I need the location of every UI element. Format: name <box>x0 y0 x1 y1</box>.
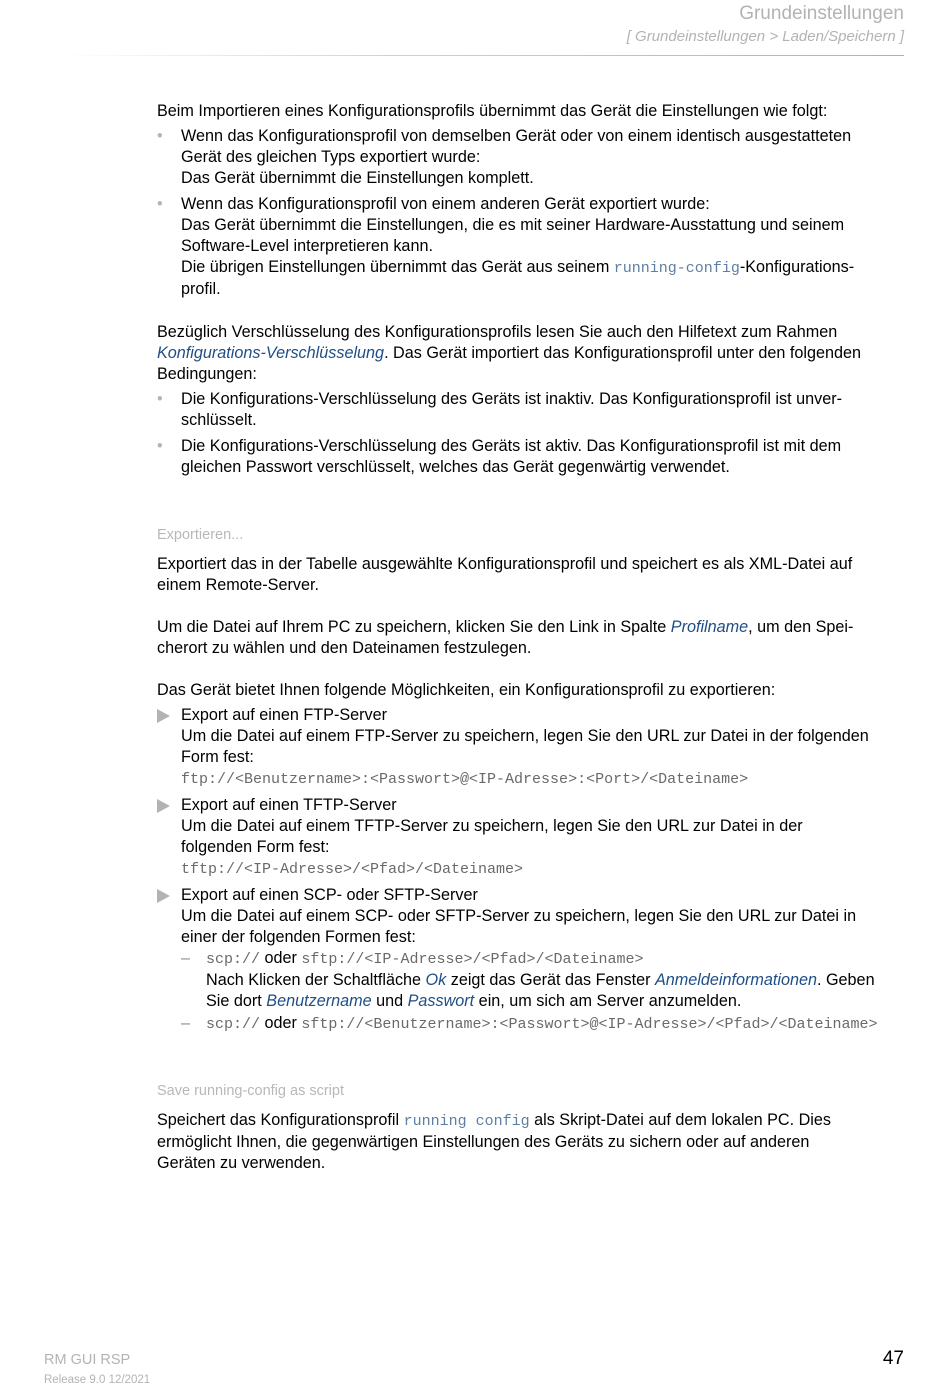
header-divider <box>60 55 904 56</box>
list-item: – scp:// oder sftp://<IP-Adresse>/<Pfad>/<Dateiname> Nach Klicken der Schaltfläche Ok zeigt das Gerät das Fenster Anmeldeinformationen. Geben Sie dort Benutzername und Passwort ein, um sich am Server anzumelden. <box>181 949 875 1010</box>
list-item: • Wenn das Konfigurationsprofil von demselben Gerät oder von einem identisch ausgestatteten Gerät des gleichen Typs exportiert wurde: Das Gerät übernimmt die Einstellungen komplett. <box>157 126 902 189</box>
export-options-intro: Das Gerät bietet Ihnen folgende Möglichkeiten, ein Konfigurationsprofil zu exportieren: <box>157 681 776 699</box>
import-intro: Beim Importieren eines Konfigurationsprofils übernimmt das Gerät die Einstellungen wie folgt: <box>157 102 828 120</box>
reference-link[interactable]: Profilname <box>670 618 749 636</box>
section-heading-export: Exportieren... <box>157 527 244 543</box>
export-pc-paragraph: Um die Datei auf Ihrem PC zu speichern, klicken Sie den Link in Spalte Profilname, um den Spei- cherort zu wählen und den Dateinamen festzulegen. <box>157 618 854 657</box>
save-script-paragraph: Speichert das Konfigurationsprofil running config als Skript-Datei auf dem lokalen PC. Dies ermöglicht Ihnen, die gegenwärtigen Einstellungen des Geräts zu sichern oder auf anderen Geräten zu verwenden. <box>157 1111 831 1172</box>
arrow-right-icon <box>157 889 170 903</box>
list-item: • Wenn das Konfigurationsprofil von einem anderen Gerät exportiert wurde: Das Gerät übernimmt die Einstellungen, die es mit seiner Hardware-Ausstattung und seinem Software-Level interpretieren kann. Die übrigen Einstellungen übernimmt das Gerät aus seinem running-config-Konfigurations- profil. <box>157 194 902 300</box>
url-format: tftp://<IP-Adresse>/<Pfad>/<Dateiname> <box>181 861 524 878</box>
list-item: • Die Konfigurations-Verschlüsselung des Geräts ist aktiv. Das Konfigurationsprofil ist mit dem gleichen Passwort verschlüsselt, welches das Gerät gegenwärtig verwendet. <box>157 436 902 478</box>
list-item: Export auf einen TFTP-Server Um die Datei auf einem TFTP-Server zu speichern, legen Sie den URL zur Datei in der folgenden Form fest: tftp://<IP-Adresse>/<Pfad>/<Dateiname> <box>157 795 902 880</box>
url-format: ftp://<Benutzername>:<Passwort>@<IP-Adresse>:<Port>/<Dateiname> <box>181 771 749 788</box>
section-heading-save-script: Save running-config as script <box>157 1083 344 1099</box>
header-breadcrumb: [ Grundeinstellungen > Laden/Speichern ] <box>626 28 904 45</box>
footer-doc-title: RM GUI RSP <box>44 1352 131 1368</box>
list-item: Export auf einen SCP- oder SFTP-Server Um die Datei auf einem SCP- oder SFTP-Server zu speichern, legen Sie den URL zur Datei in einer der folgenden Formen fest: – scp:// oder sftp://<IP-Adresse>/<Pfad>/<Dateiname> Nach Klicken der Schaltfläche Ok zeigt das Gerät das Fenster Anmeldeinformationen. Geben Sie dort Benutzername und Passwort ein, um sich am Server anzumelden. – scp:// oder sftp://<Benutzername>:<Passwort>@<IP-Adresse>/<Pfad>/<Dateiname> <box>157 885 902 1035</box>
inline-code: running-config <box>613 260 740 277</box>
field-ref: Passwort <box>407 992 475 1010</box>
footer-release: Release 9.0 12/2021 <box>44 1374 151 1386</box>
export-options-list <box>157 705 902 1035</box>
page-number: 47 <box>882 1348 904 1369</box>
header-title: Grundeinstellungen <box>739 3 904 24</box>
list-item: Export auf einen FTP-Server Um die Datei auf einem FTP-Server zu speichern, legen Sie den URL zur Datei in der folgenden Form fest: ftp://<Benutzername>:<Passwort>@<IP-Adresse>:<Port>/<Dateiname> <box>157 705 902 790</box>
dash-marker: – <box>181 1014 191 1032</box>
ok-button-ref: Ok <box>425 971 447 989</box>
inline-code: running config <box>403 1113 530 1130</box>
export-paragraph: Exportiert das in der Tabelle ausgewählte Konfigurationsprofil und speichert es als XML-Datei auf einem Remote-Server. <box>157 555 853 594</box>
list-item: – scp:// oder sftp://<Benutzername>:<Passwort>@<IP-Adresse>/<Pfad>/<Dateiname> <box>181 1014 878 1033</box>
import-behavior-list <box>157 126 902 300</box>
encryption-conditions-list <box>157 389 902 478</box>
arrow-right-icon <box>157 799 170 813</box>
window-ref: Anmeldeinformationen <box>654 971 817 989</box>
field-ref: Benutzername <box>266 992 372 1010</box>
list-item: • Die Konfigurations-Verschlüsselung des Geräts ist inaktiv. Das Konfigurationsprofil ist unver- schlüsselt. <box>157 389 902 431</box>
arrow-right-icon <box>157 709 170 723</box>
encryption-paragraph: Bezüglich Verschlüsselung des Konfigurationsprofils lesen Sie auch den Hilfetext zum Rahmen Konfigurations-Verschlüsselung. Das Gerät importiert das Konfigurationsprofil unter den folgenden Bedingungen: <box>157 323 861 383</box>
reference-link[interactable]: Konfigurations-Verschlüsselung <box>157 344 385 362</box>
page-content <box>157 101 902 1174</box>
dash-marker: – <box>181 949 191 967</box>
scp-format-list <box>181 948 902 1035</box>
